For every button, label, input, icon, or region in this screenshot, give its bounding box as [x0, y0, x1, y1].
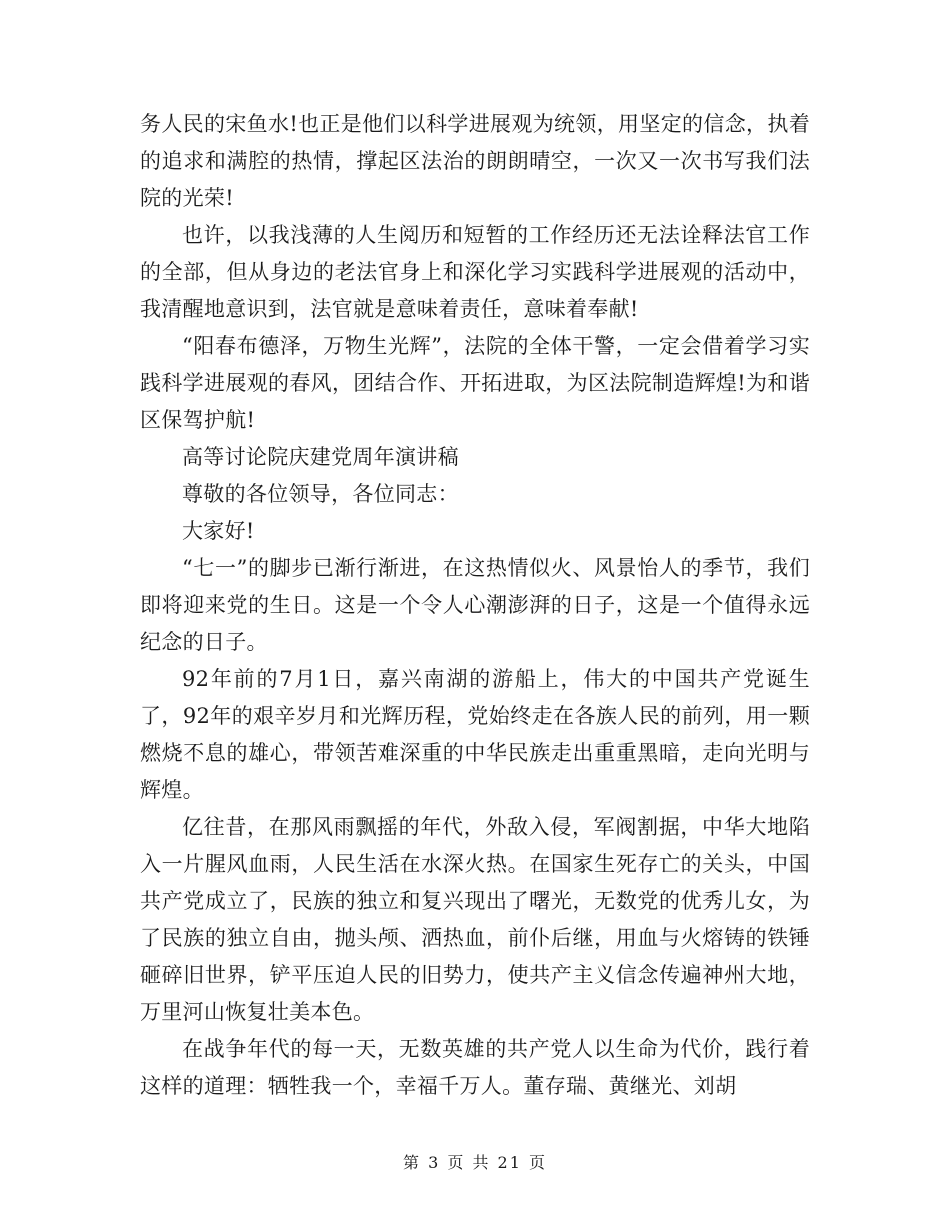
- paragraph: “阳春布德泽，万物生光辉”，法院的全体干警，一定会借着学习实践科学进展观的春风，团结合作、开拓进取，为区法院制造辉煌!为和谐区保驾护航!: [140, 334, 810, 432]
- paragraph: “七一”的脚步已渐行渐进，在这热情似火、风景怡人的季节，我们即将迎来党的生日。这是一个令人心潮澎湃的日子，这是一个值得永远纪念的日子。: [140, 556, 810, 654]
- paragraph: 务人民的宋鱼水!也正是他们以科学进展观为统领，用坚定的信念，执着的追求和满腔的热情，撑起区法治的朗朗晴空，一次又一次书写我们法院的光荣!: [140, 112, 810, 210]
- paragraph: 在战争年代的每一天，无数英雄的共产党人以生命为代价，践行着这样的道理：牺牲我一个，幸福千万人。董存瑞、黄继光、刘胡: [140, 1037, 810, 1098]
- document-body: [140, 106, 810, 1105]
- paragraph: 亿往昔，在那风雨飘摇的年代，外敌入侵，军阀割据，中华大地陷入一片腥风血雨，人民生活在水深火热。在国家生死存亡的关头，中国共产党成立了，民族的独立和复兴现出了曙光，无数党的优秀儿女，为了民族的独立自由，抛头颅、洒热血，前仆后继，用血与火熔铸的铁锤砸碎旧世界，铲平压迫人民的旧势力，使共产主义信念传遍神州大地，万里河山恢复壮美本色。: [140, 815, 810, 1024]
- salutation: 尊敬的各位领导，各位同志：: [182, 482, 459, 506]
- paragraph: 92年前的7月1日，嘉兴南湖的游船上，伟大的中国共产党诞生了，92年的艰辛岁月和光辉历程，党始终走在各族人民的前列，用一颗燃烧不息的雄心，带领苦难深重的中华民族走出重重黑暗，走向光明与辉煌。: [140, 667, 810, 802]
- greeting: 大家好!: [182, 519, 255, 543]
- section-heading: 高等讨论院庆建党周年演讲稿: [182, 445, 459, 469]
- page-number-footer: 第 3 页 共 21 页: [403, 1153, 547, 1172]
- paragraph: 也许，以我浅薄的人生阅历和短暂的工作经历还无法诠释法官工作的全部，但从身边的老法官身上和深化学习实践科学进展观的活动中，我清醒地意识到，法官就是意味着责任，意味着奉献!: [140, 223, 810, 321]
